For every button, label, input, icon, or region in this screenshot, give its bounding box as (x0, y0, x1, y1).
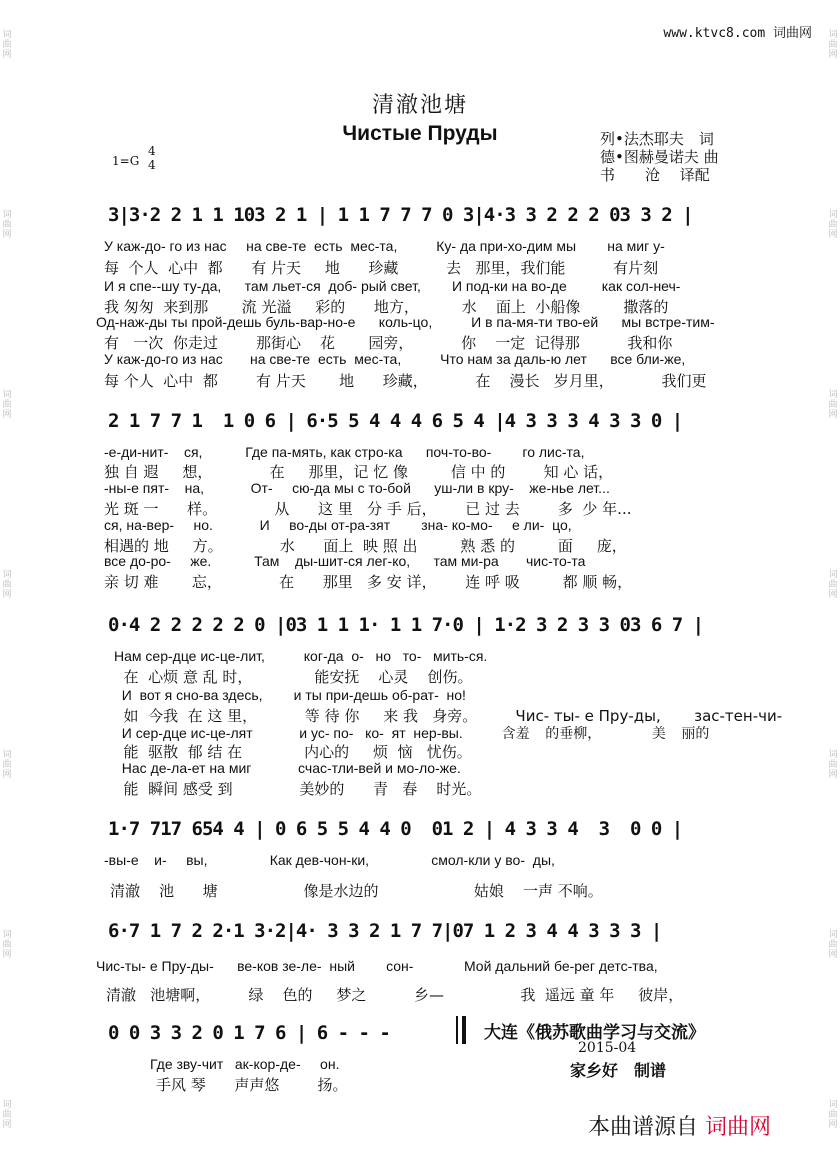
left-watermark-strip (0, 0, 14, 1169)
time-signature (148, 144, 156, 172)
lyric-line: И я спе--шу ту-да, там льет-ся доб- рый свет, И под-ки на во-де как сол-неч- (104, 278, 681, 294)
source-prefix: 本曲谱源自 (588, 1115, 699, 1140)
watermark: 词曲网 (2, 30, 12, 60)
lyric-line: -е-ди-нит- ся, Где па-мять, как стро-ка поч-то-во- го лис-та, (104, 444, 585, 460)
notation-line-1: 3|3·2 2 1 1 103 2 1 | 1 1 7 7 7 0 3|4·3 3 2 2 2 03 3 2 | (108, 204, 693, 226)
watermark: 词曲网 (2, 210, 12, 240)
site-url[interactable]: www.ktvc8.com 词曲网 (663, 26, 812, 41)
lyric-line: 独 自 遐 想， 在 那里，记 忆 像 信 中 的 知 心 话， (104, 463, 614, 481)
meter-top: 4 (148, 144, 156, 158)
watermark: 词曲网 (828, 750, 838, 780)
lyric-line: 如 今我 在 这 里， 等 待 你 来 我 身旁。 Чис- ты- е Пру-ды, зас-тен-чи- (114, 707, 783, 725)
meter-bottom: 4 (148, 158, 156, 172)
final-barline-thick (462, 1016, 466, 1044)
arrangement-date: 2015-04 (578, 1040, 637, 1056)
source-brand-link[interactable]: 词曲网 (705, 1115, 772, 1140)
lyric-line: И сер-дце ис-це-лят и ус- по- ко- ят нер-вы. 含羞 的垂柳， 美 丽的 (114, 725, 710, 741)
lyric-line: Нам сер-дце ис-це-лит, ког-да о- но то- мить-ся. (114, 648, 488, 664)
watermark: 词曲网 (2, 750, 12, 780)
credit-translator: 书 沧 译配 (600, 166, 710, 184)
watermark: 词曲网 (2, 1100, 12, 1130)
notation-line-2: 2 1 7 7 1 1 0 6 | 6·5 5 4 4 4 6 5 4 |4 3 3 3 4 3 3 0 | (108, 410, 683, 432)
lyric-line: У каж-до-го из нас на све-те есть мес-та, Что нам за даль-ю лет все бли-же, (104, 351, 686, 367)
watermark: 词曲网 (828, 1100, 838, 1130)
notation-line-3: 0·4 2 2 2 2 2 0 |03 1 1 1· 1 1 7·0 | 1·2 3 2 3 3 03 6 7 | (108, 614, 704, 636)
notation-line-4: 1·7 717 654 4 | 0 6 5 5 4 4 0 01 2 | 4 3 3 4 3 0 0 | (108, 818, 683, 840)
lyric-line: -вы-е и- вы, Как дев-чон-ки, смол-кли у во- ды, (104, 852, 555, 868)
watermark: 词曲网 (828, 930, 838, 960)
song-title-chinese: 清澈池塘 (371, 93, 468, 118)
watermark: 词曲网 (828, 210, 838, 240)
lyric-line: 光 斑 一 样。 从 这 里 分 手 后， 已 过 去 多 少 年... (104, 500, 632, 518)
watermark: 词曲网 (828, 570, 838, 600)
watermark: 词曲网 (2, 570, 12, 600)
lyric-line: 能 瞬间 感受 到 美妙的 青 春 时光。 (114, 780, 482, 798)
lyric-line: Од-наж-ды ты прой-дешь буль-вар-но-е коль-цо, И в па-мя-ти тво-ей мы встре-тим- (96, 314, 715, 330)
lyric-line: 清澈 池 塘 像是水边的 姑娘 一声 不响。 (110, 882, 603, 900)
lyric-line: 清澈 池塘啊， 绿 色的 梦之 乡— 我 遥远 童 年 彼岸， (106, 986, 684, 1004)
key-signature: 1=G (112, 154, 140, 168)
watermark: 词曲网 (2, 930, 12, 960)
score-maker: 家乡好 制谱 (570, 1061, 667, 1080)
lyric-line: 在 心烦 意 乱 时， 能安抚 心灵 创伤。 (114, 668, 473, 686)
credit-lyricist: 列•法杰耶夫 词 (600, 130, 714, 148)
lyric-line: И вот я сно-ва здесь, и ты при-дешь об-рат- но! (114, 687, 466, 703)
lyric-line: 我 匆匆 来到那 流 光溢 彩的 地方， 水 面上 小船像 撒落的 (104, 298, 669, 316)
final-barline-thin (456, 1016, 458, 1044)
lyric-line: Где зву-чит ак-кор-де- он. (150, 1056, 340, 1072)
lyric-line: -ны-е пят- на, От- сю-да мы с то-бой уш-ли в кру- же-нье лет... (104, 480, 610, 496)
lyric-line: Чис-ты- е Пру-ды- ве-ков зе-ле- ный сон- Мой дальний бе-рег детс-тва, (96, 958, 658, 974)
lyric-line: ся, на-вер- но. И во-ды от-ра-зят зна- ко-мо- е ли- цо, (104, 517, 572, 533)
notation-line-6: 0 0 3 3 2 0 1 7 6 | 6 - - - (108, 1022, 401, 1044)
lyric-line: 每 个人 心中 都 有 片天 地 珍藏 去 那里，我们能 有片刻 (104, 259, 659, 277)
lyric-line: 有 一次 你走过 那街心 花 园旁， 你 一定 记得那 我和你 (104, 334, 673, 352)
right-watermark-strip (826, 0, 840, 1169)
notation-line-5: 6·7 1 7 2 2·1 3·2|4· 3 3 2 1 7 7|07 1 2 3 4 4 3 3 3 | (108, 920, 662, 942)
lyric-line: 能 驱散 郁 结 在 内心的 烦 恼 忧伤。 (114, 743, 472, 761)
lyric-line: 相遇的 地 方。 水 面上 映 照 出 熟 悉 的 面 庞， (104, 537, 627, 555)
watermark: 词曲网 (828, 390, 838, 420)
watermark: 词曲网 (2, 390, 12, 420)
source-credit (588, 1110, 771, 1141)
song-title-russian: Чистые Пруды (342, 122, 498, 145)
credit-composer: 德•图赫曼诺夫 曲 (600, 148, 719, 166)
arranger-signature: 大连《俄苏歌曲学习与交流》 (484, 1023, 705, 1043)
lyric-line: 亲 切 难 忘， 在 那里 多 安 详， 连 呼 吸 都 顺 畅， (104, 573, 633, 591)
lyric-line: 手风 琴 声声悠 扬。 (156, 1076, 348, 1094)
lyric-line: У каж-до- го из нас на све-те есть мес-та, Ку- да при-хо-дим мы на миг у- (104, 238, 665, 254)
lyric-line: все до-ро- же. Там ды-шит-ся лег-ко, там ми-ра чис-то-та (104, 553, 586, 569)
lyric-line: 每 个人 心中 都 有 片天 地 珍藏， 在 漫长 岁月里， 我们更 (104, 372, 707, 390)
watermark: 词曲网 (828, 30, 838, 60)
lyric-line: Нас де-ла-ет на миг счас-тли-вей и мо-ло-же. (114, 760, 461, 776)
